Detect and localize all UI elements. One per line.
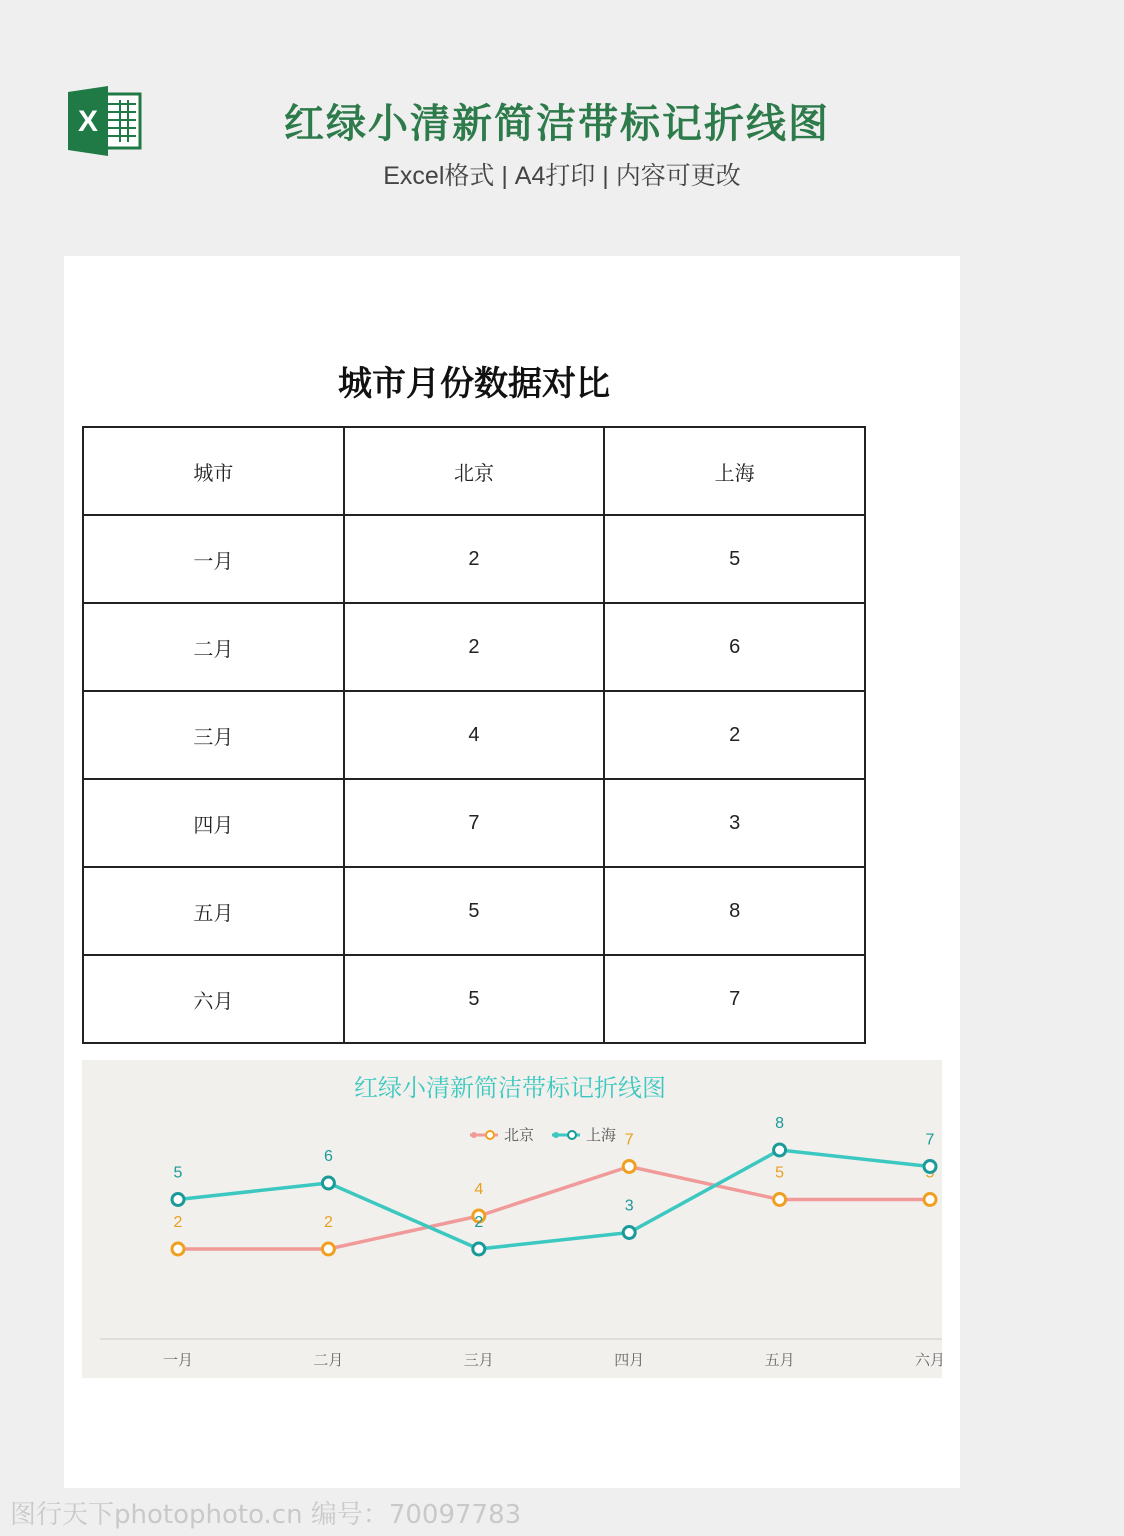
table-cell-value: 7 bbox=[344, 779, 605, 867]
table-header-cell: 城市 bbox=[83, 427, 344, 515]
table-cell-value: 2 bbox=[604, 691, 865, 779]
page-title: 红绿小清新简洁带标记折线图 bbox=[284, 102, 830, 146]
table-row bbox=[83, 515, 865, 603]
data-point bbox=[473, 1243, 485, 1255]
table-cell-value: 8 bbox=[604, 867, 865, 955]
data-point bbox=[322, 1177, 334, 1189]
table-cell-month: 四月 bbox=[83, 779, 344, 867]
data-label: 5 bbox=[173, 1164, 183, 1182]
page-subtitle: Excel格式 | A4打印 | 内容可更改 bbox=[383, 162, 741, 190]
table-cell-value: 5 bbox=[344, 867, 605, 955]
data-label: 7 bbox=[925, 1131, 935, 1149]
table-header-cell: 上海 bbox=[604, 427, 865, 515]
data-point bbox=[172, 1194, 184, 1206]
data-point bbox=[774, 1144, 786, 1156]
table-cell-month: 二月 bbox=[83, 603, 344, 691]
line-chart bbox=[82, 1060, 946, 1378]
table-row bbox=[83, 779, 865, 867]
data-point bbox=[623, 1227, 635, 1239]
table-title: 城市月份数据对比 bbox=[338, 365, 610, 403]
data-label: 7 bbox=[624, 1131, 634, 1149]
data-label: 5 bbox=[775, 1164, 785, 1182]
table-cell-value: 3 bbox=[604, 779, 865, 867]
legend-label: 上海 bbox=[586, 1127, 617, 1144]
data-point bbox=[322, 1243, 334, 1255]
table-cell-value: 4 bbox=[344, 691, 605, 779]
chart-canvas bbox=[82, 1060, 946, 1378]
table-cell-value: 5 bbox=[344, 955, 605, 1043]
x-axis-ticks bbox=[163, 1352, 945, 1369]
data-point bbox=[774, 1194, 786, 1206]
x-tick-label: 四月 bbox=[614, 1352, 645, 1369]
table-cell-month: 六月 bbox=[83, 955, 344, 1043]
x-tick-label: 二月 bbox=[313, 1352, 344, 1369]
table-cell-month: 三月 bbox=[83, 691, 344, 779]
table-cell-value: 2 bbox=[344, 603, 605, 691]
table-cell-value: 5 bbox=[604, 515, 865, 603]
legend-label: 北京 bbox=[504, 1127, 535, 1144]
data-point bbox=[623, 1161, 635, 1173]
data-label: 2 bbox=[173, 1214, 183, 1231]
legend-swatch-dot bbox=[471, 1132, 477, 1138]
data-point bbox=[172, 1243, 184, 1255]
data-label: 4 bbox=[474, 1181, 484, 1198]
watermark-text: 图行天下photophoto.cn 编号：70097783 bbox=[10, 1500, 522, 1530]
x-tick-label: 五月 bbox=[764, 1352, 795, 1369]
series-line bbox=[178, 1164, 930, 1250]
table-cell-value: 7 bbox=[604, 955, 865, 1043]
table-cell-month: 五月 bbox=[83, 867, 344, 955]
table-header-row bbox=[83, 427, 865, 515]
x-tick-label: 一月 bbox=[162, 1352, 194, 1369]
legend-swatch-dot bbox=[553, 1132, 559, 1138]
data-label: 6 bbox=[323, 1148, 333, 1165]
data-point bbox=[924, 1161, 936, 1173]
excel-logo-letter: X bbox=[77, 105, 99, 138]
table-cell-month: 一月 bbox=[83, 515, 344, 603]
table-row bbox=[83, 867, 865, 955]
chart-legend bbox=[470, 1127, 616, 1144]
x-tick-label: 三月 bbox=[463, 1352, 494, 1369]
table-cell-value: 6 bbox=[604, 603, 865, 691]
document-sheet bbox=[64, 256, 960, 1488]
table-header-cell: 北京 bbox=[344, 427, 605, 515]
data-table bbox=[82, 426, 866, 1044]
data-point bbox=[924, 1194, 936, 1206]
chart-title: 红绿小清新简洁带标记折线图 bbox=[354, 1075, 666, 1102]
table-row bbox=[83, 691, 865, 779]
x-tick-label: 六月 bbox=[914, 1352, 946, 1369]
data-label: 2 bbox=[323, 1214, 333, 1231]
table-row bbox=[83, 955, 865, 1043]
legend-swatch-marker bbox=[568, 1131, 576, 1139]
data-label: 3 bbox=[624, 1197, 634, 1215]
data-label: 8 bbox=[775, 1115, 785, 1132]
legend-swatch-marker bbox=[486, 1131, 494, 1139]
data-label: 2 bbox=[474, 1214, 484, 1231]
table-cell-value: 2 bbox=[344, 515, 605, 603]
table-row bbox=[83, 603, 865, 691]
